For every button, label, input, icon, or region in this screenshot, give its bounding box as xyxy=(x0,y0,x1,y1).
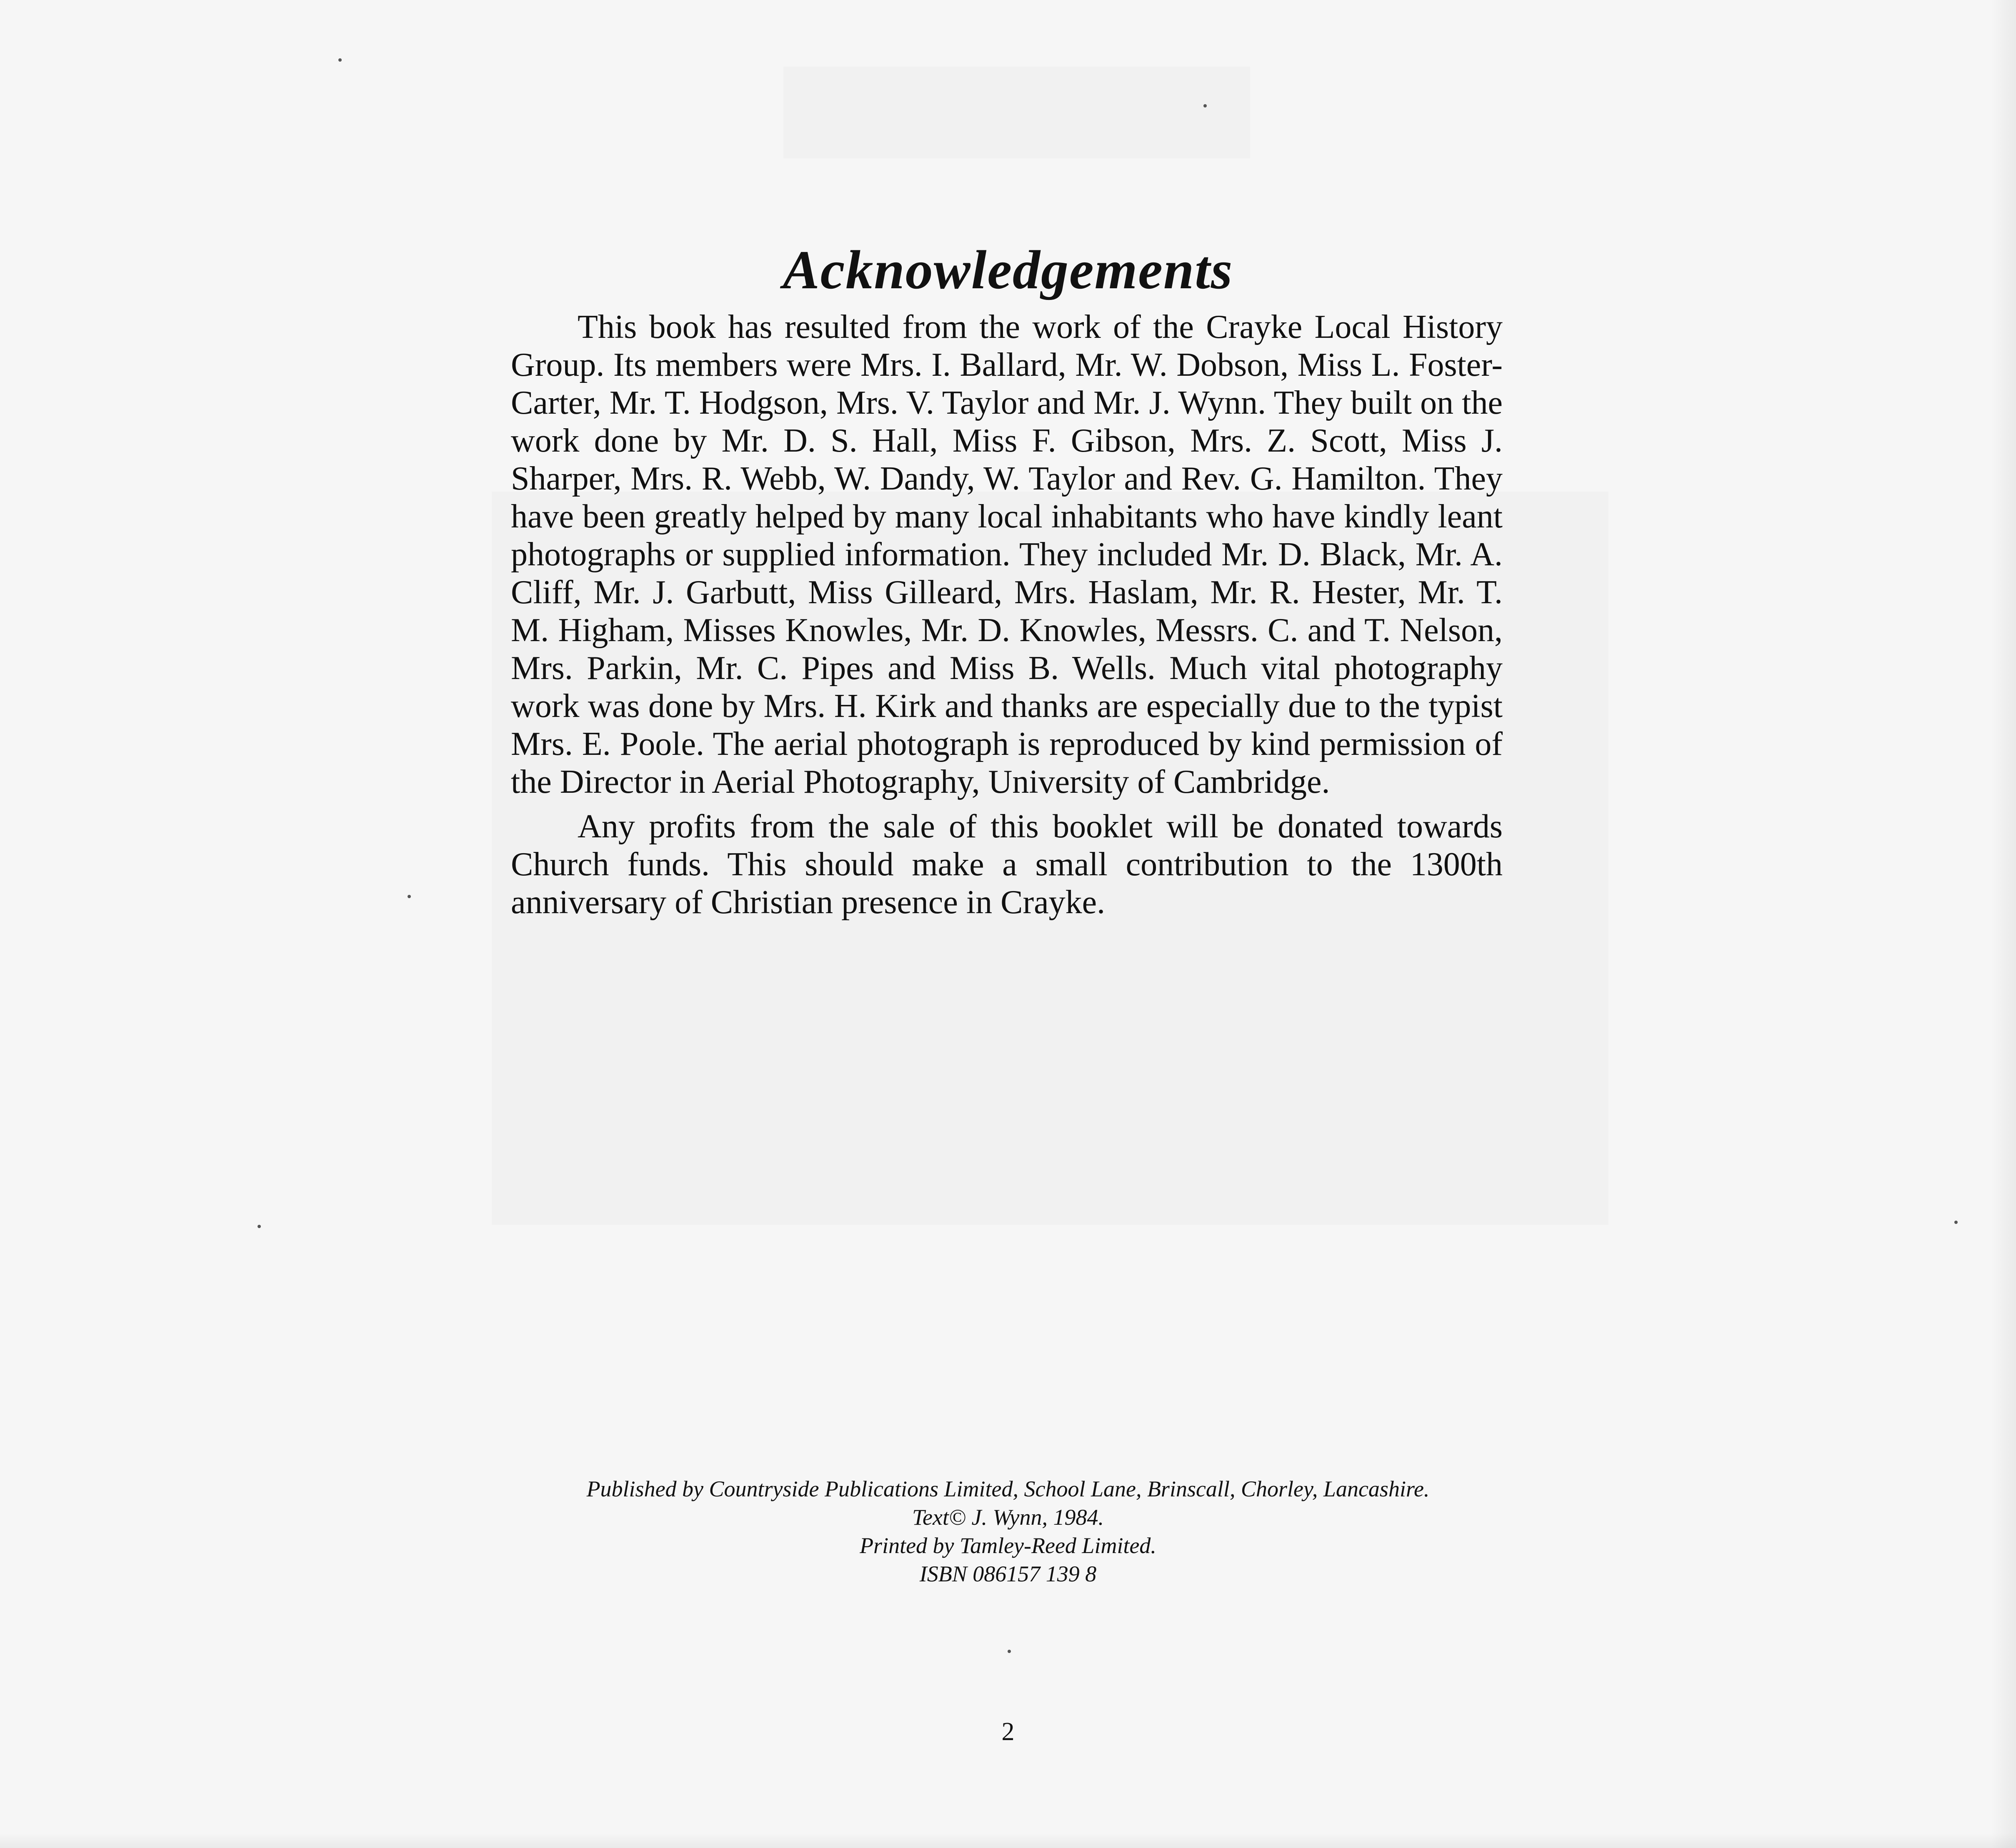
page-edge-shadow-bottom xyxy=(0,1833,2016,1848)
paper-speck xyxy=(1008,1650,1011,1653)
isbn-line: ISBN 086157 139 8 xyxy=(919,1561,1097,1586)
paper-speck xyxy=(408,895,411,898)
acknowledgements-body xyxy=(511,308,1503,922)
paper-speck xyxy=(258,1225,261,1228)
copyright-line: Text© J. Wynn, 1984. xyxy=(912,1505,1104,1530)
publisher-line: Published by Countryside Publications Limited, School Lane, Brinscall, Chorley, Lancashire. xyxy=(586,1476,1430,1501)
printer-line: Printed by Tamley-Reed Limited. xyxy=(860,1533,1156,1558)
paper-speck xyxy=(1203,104,1207,107)
page-number: 2 xyxy=(1001,1718,1015,1746)
paper-speck xyxy=(338,58,342,62)
body-paragraph: Any profits from the sale of this booklet will be donated towards Church funds. This should make a small contribution to the 1300th anniversary of Christian presence in Crayke. xyxy=(511,808,1503,921)
paper-speck xyxy=(1954,1221,1958,1224)
page-title: Acknowledgements xyxy=(783,239,1233,301)
body-paragraph: This book has resulted from the work of the Crayke Local History Group. Its members were Mrs. I. Ballard, Mr. W. Dobson, Miss L. Foster-Carter, Mr. T. Hodgson, Mrs. V. Taylor and Mr. J. Wynn. They built on the work done by Mr. D. S. Hall, Miss F. Gibson, Mrs. Z. Scott, Miss J. Sharper, Mrs. R. Webb, W. Dandy, W. Taylor and Rev. G. Hamilton. They have been greatly helped by many local inhabitants who have kindly leant photographs or supplied information. They included Mr. D. Black, Mr. A. Cliff, Mr. J. Garbutt, Miss Gilleard, Mrs. Haslam, Mr. R. Hester, Mr. T. M. Higham, Misses Knowles, Mr. D. Knowles, Messrs. C. and T. Nelson, Mrs. Parkin, Mr. C. Pipes and Miss B. Wells. Much vital photography work was done by Mrs. H. Kirk and thanks are especially due to the typist Mrs. E. Poole. The aerial photograph is reproduced by kind permission of the Director in Aerial Photography, University of Cambridge. xyxy=(511,309,1503,800)
publication-imprint xyxy=(0,1475,2016,1588)
show-through-title xyxy=(783,67,1250,158)
